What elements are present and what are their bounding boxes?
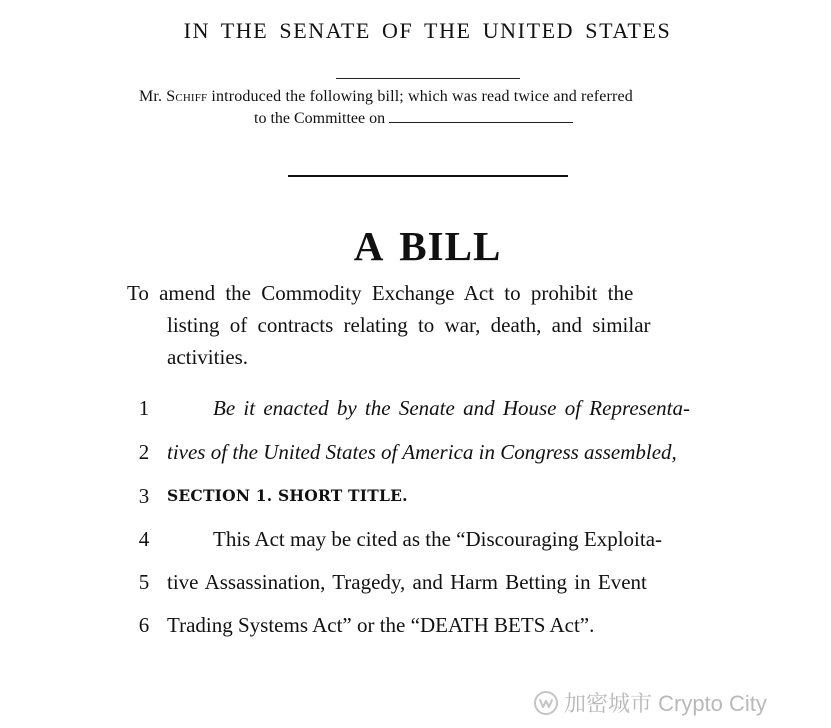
long-rule [288,175,568,177]
committee-label: to the Committee on [254,110,386,127]
purpose-line-1: To amend the Commodity Exchange Act to prohibit the [127,281,634,305]
purpose-line-3: activities. [167,345,249,369]
line-number: 3 [138,484,150,508]
introduction-prefix: Mr. [139,88,167,105]
introduction-text: introduced the following bill; which was read twice and referred [207,88,633,105]
short-rule [336,78,520,79]
introduction-line-2 [254,110,573,128]
watermark [533,687,767,718]
bill-heading: A BILL [353,223,502,269]
purpose-line-2: listing of contracts relating to war, death, and similar [167,313,651,337]
enacting-clause-line-1: Be it enacted by the Senate and House of Representa- [213,396,690,420]
line-number: 4 [138,527,150,551]
line-number: 2 [138,440,150,464]
chamber-heading: IN THE SENATE OF THE UNITED STATES [183,18,672,43]
section-heading: SECTION 1. SHORT TITLE. [167,486,408,505]
line-number: 5 [138,570,150,594]
section-text-line-3: Trading Systems Act” or the “DEATH BETS Act”. [167,613,595,637]
introduction-line-1 [139,88,633,106]
sponsor-name: Schiff [166,88,208,105]
wechat-channel-icon [533,690,559,716]
enacting-clause-line-2: tives of the United States of America in Congress assembled, [167,440,677,464]
section-text-line-1: This Act may be cited as the “Discouraging Exploita- [213,527,663,551]
committee-blank [389,110,573,123]
line-number: 1 [138,396,150,420]
section-text-line-2: tive Assassination, Tragedy, and Harm Betting in Event [167,570,647,594]
line-number: 6 [138,613,150,637]
watermark-text: 加密城市 Crypto City [564,691,767,716]
